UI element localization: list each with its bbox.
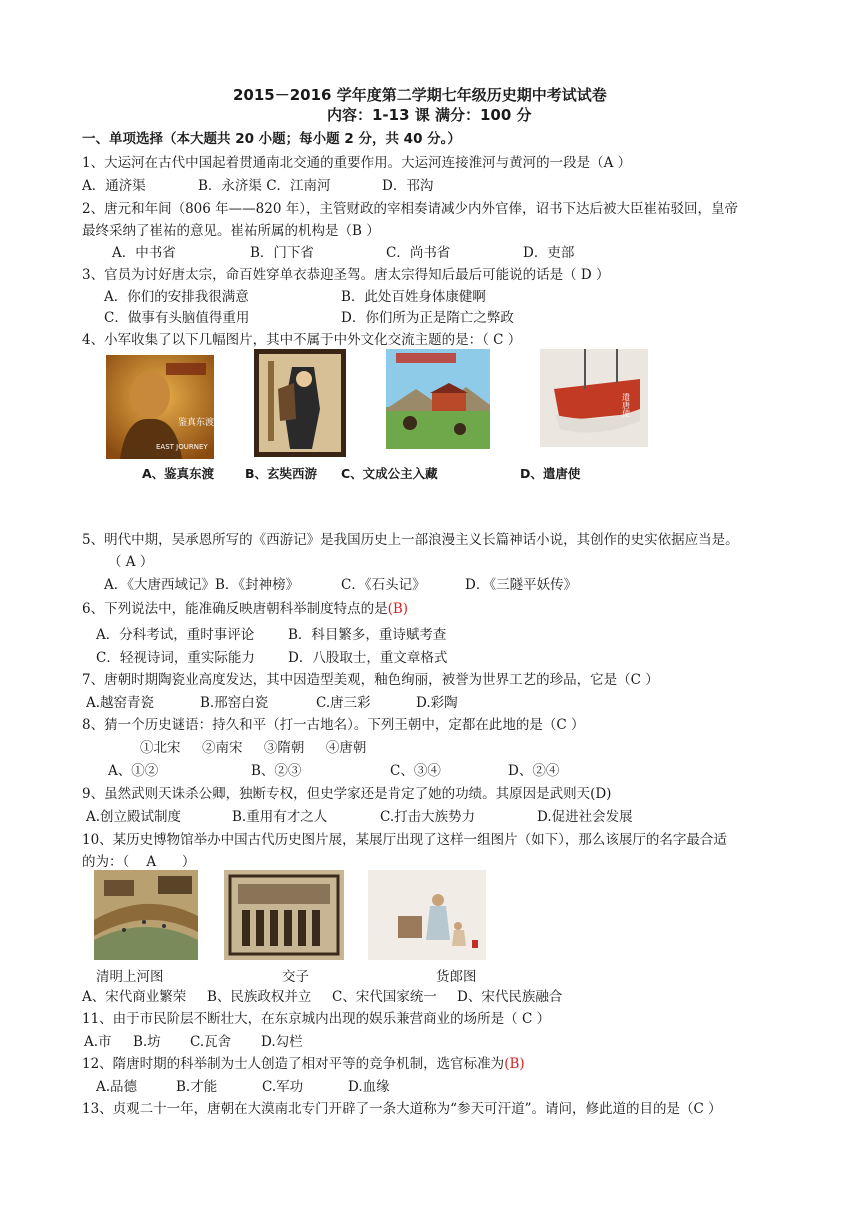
q7-option-a: A.越窑青瓷 [86,695,155,711]
qiantangshi-image [540,349,648,447]
q6-option-d: D．八股取士，重文章格式 [288,650,448,666]
q2-option-c: C．尚书省 [386,245,451,261]
q4-caption-a: A、鉴真东渡 [142,466,215,481]
q5-option-c: C．《石头记》 [341,577,426,593]
q5-option-ab: A．《大唐西域记》B．《封神榜》 [104,577,300,593]
q1-option-d: D．邗沟 [382,178,434,194]
qingming-image [94,870,198,960]
q11-option-a: A.市 [84,1034,112,1050]
question-11-stem: 11、由于市民阶层不断壮大，在东京城内出现的娱乐兼营商业的场所是（ C ） [82,1011,551,1027]
jianzhen-image [106,355,214,459]
q2-option-b: B．门下省 [250,245,314,261]
svg-text:EAST JOURNEY: EAST JOURNEY [156,443,208,451]
q11-option-d: D.勾栏 [261,1034,303,1050]
question-5-stem-line1: 5、明代中期，吴承恩所写的《西游记》是我国历史上一部浪漫主义长篇神话小说，其创作的史实依据应当是。 [82,532,739,548]
q3-option-b: B．此处百姓身体康健啊 [341,289,486,305]
q4-caption-d: D、遣唐使 [520,466,581,481]
q4-caption-c: C、文成公主入藏 [341,466,438,481]
q9-option-c: C.打击大族势力 [380,809,476,825]
question-6-text: 6、下列说法中，能准确反映唐朝科举制度特点的是 [82,601,388,617]
page-title: 2015－2016 学年度第二学期七年级历史期中考试试卷 [233,86,607,104]
question-5-stem-line2: （ A ） [108,554,154,570]
question-9-stem: 9、虽然武则天诛杀公卿，独断专权，但史学家还是肯定了她的功绩。其原因是武则天(D) [82,786,612,802]
q1-option-a: A．通济渠 [82,178,146,194]
q8-option-d: D、②④ [508,763,560,779]
q10-caption-huolang: 货郎图 [436,969,477,985]
question-1-stem: 1、大运河在古代中国起着贯通南北交通的重要作用。大运河连接淮河与黄河的一段是（A ） [82,155,632,171]
question-13-stem: 13、贞观二十一年，唐朝在大漠南北专门开辟了一条大道称为“参天可汗道”。请问，修此道的目的是（C ） [82,1101,722,1117]
q2-option-d: D．吏部 [523,245,575,261]
q11-option-b: B.坊 [133,1034,161,1050]
q8-items: ①北宋 ②南宋 ③隋朝 ④唐朝 [140,740,367,756]
q8-option-b: B、②③ [251,763,302,779]
svg-text:遣唐使: 遣唐使 [621,393,631,417]
question-3-stem: 3、官员为讨好唐太宗，命百姓穿单衣恭迎圣驾。唐太宗得知后最后可能说的话是（ D ） [82,267,610,283]
question-6-answer: (B) [387,601,409,617]
wencheng-image [386,349,490,449]
question-12-answer: (B) [504,1056,525,1072]
q12-option-b: B.才能 [176,1079,218,1095]
question-8-stem: 8、猜一个历史谜语：持久和平（打一古地名）。下列王朝中，定都在此地的是（C ） [82,717,585,733]
q10-option-d: D、宋代民族融合 [457,989,563,1005]
q9-option-b: B.重用有才之人 [232,809,328,825]
jiaozi-image [224,870,344,960]
question-10-stem-line1: 10、某历史博物馆举办中国古代历史图片展，某展厅出现了这样一组图片（如下），那么该展厅的名字最合适 [82,832,727,848]
q10-option-a: A、宋代商业繁荣 [82,989,187,1005]
question-7-stem: 7、唐朝时期陶瓷业高度发达，其中因造型美观，釉色绚丽，被誉为世界工艺的珍品，它是（C ） [82,672,659,688]
q6-option-c: C．轻视诗词，重实际能力 [96,650,255,666]
q3-option-a: A．你们的安排我很满意 [104,289,249,305]
question-2-stem-line1: 2、唐元和年间（806 年——820 年），主管财政的宰相奏请减少内外官俸，诏书下达后被大臣崔祐驳回，皇帝 [82,201,738,217]
question-10-stem-line2: 的为：（ A ） [82,854,196,870]
q3-option-d: D．你们所为正是隋亡之弊政 [341,310,514,326]
q7-option-d: D.彩陶 [416,695,458,711]
question-6-stem [82,600,408,618]
page-subtitle: 内容：1-13 课 满分：100 分 [327,106,532,124]
q9-option-d: D.促进社会发展 [537,809,633,825]
huolang-image [368,870,486,960]
question-2-stem-line2: 最终采纳了崔祐的意见。崔祐所属的机构是（B ） [82,223,380,239]
q8-option-c: C、③④ [390,763,441,779]
q12-option-d: D.血缘 [348,1079,390,1095]
svg-text:鉴真东渡: 鉴真东渡 [178,418,214,428]
q7-option-b: B.邢窑白瓷 [200,695,269,711]
question-12-stem [82,1055,525,1073]
section-heading: 一、单项选择（本大题共 20 小题；每小题 2 分，共 40 分。） [82,131,461,147]
q10-option-b: B、民族政权并立 [207,989,312,1005]
q6-option-b: B．科目繁多，重诗赋考查 [288,627,447,643]
q4-caption-b: B、玄奘西游 [245,466,318,481]
question-12-text: 12、隋唐时期的科举制为士人创造了相对平等的竞争机制，选官标准为 [82,1056,505,1072]
q1-option-bc: B．永济渠 C．江南河 [198,178,331,194]
q3-option-c: C．做事有头脑值得重用 [104,310,250,326]
q7-option-c: C.唐三彩 [316,695,371,711]
q8-option-a: A、①② [108,763,159,779]
q2-option-a: A．中书省 [112,245,176,261]
xuanzang-image [254,349,346,457]
q12-option-c: C.军功 [262,1079,304,1095]
question-4-stem: 4、小军收集了以下几幅图片，其中不属于中外文化交流主题的是：（ C ） [82,332,522,348]
q10-caption-jiaozi: 交子 [282,969,309,985]
q12-option-a: A.品德 [96,1079,138,1095]
q6-option-a: A．分科考试，重时事评论 [96,627,255,643]
q9-option-a: A.创立殿试制度 [86,809,182,825]
q10-caption-qingming: 清明上河图 [96,969,164,985]
q11-option-c: C.瓦舍 [190,1034,232,1050]
q5-option-d: D．《三隧平妖传》 [465,577,578,593]
q10-option-c: C、宋代国家统一 [332,989,437,1005]
